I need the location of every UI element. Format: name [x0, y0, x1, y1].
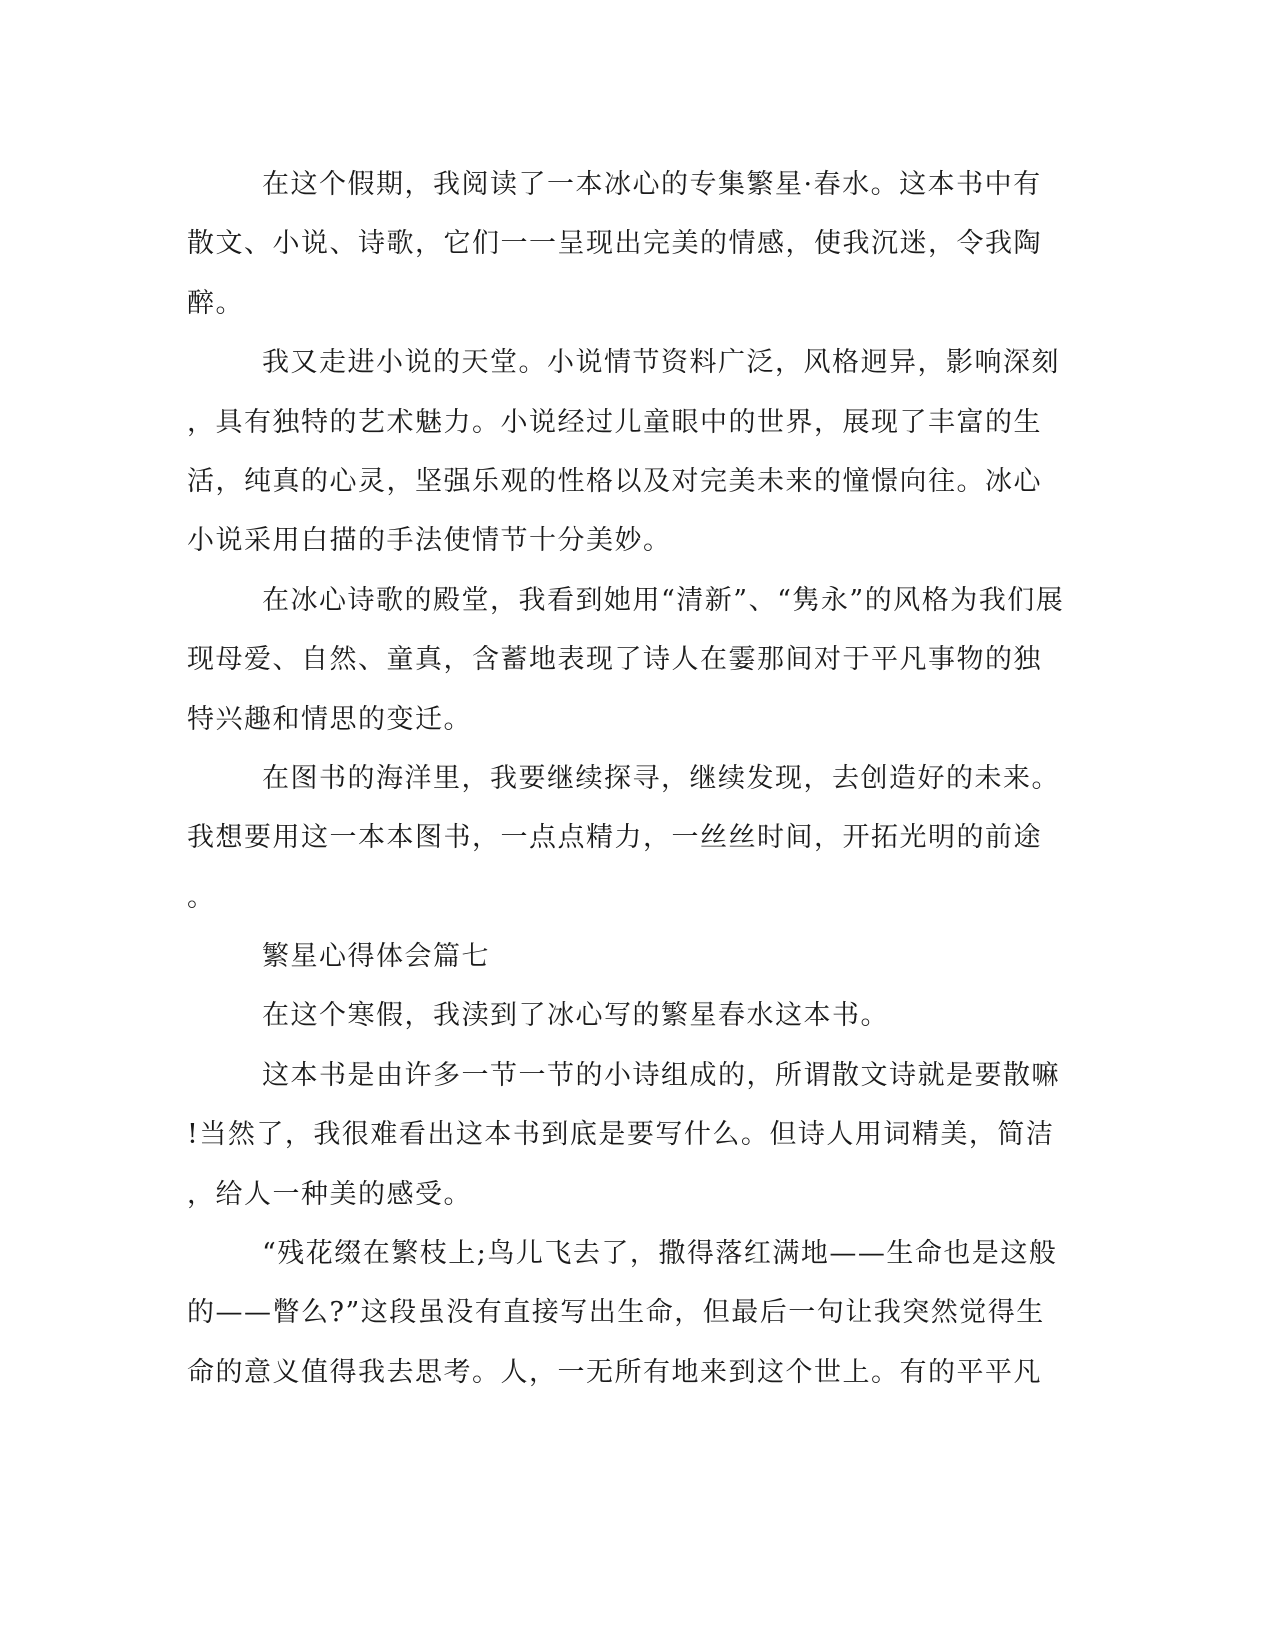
paragraph-line: 在冰心诗歌的殿堂，我看到她用“清新”、“隽永”的风格为我们展: [262, 584, 1065, 616]
document-body: [187, 155, 1077, 1402]
paragraph-line: “残花缀在繁枝上;鸟儿飞去了，撒得落红满地——生命也是这般: [262, 1238, 1058, 1270]
paragraph-line: 在图书的海洋里，我要继续探寻，继续发现，去创造好的未来。: [262, 762, 1060, 794]
paragraph-line: 这本书是由许多一节一节的小诗组成的，所谓散文诗就是要散嘛: [262, 1059, 1060, 1091]
paragraph-line: !当然了，我很难看出这本书到底是要写什么。但诗人用词精美，简洁: [187, 1119, 1055, 1151]
paragraph-line: 在这个寒假，我渎到了冰心写的繁星春水这本书。: [262, 1000, 889, 1032]
paragraph-line: 醉。: [187, 287, 244, 319]
paragraph-line: 散文、小说、诗歌，它们一一呈现出完美的情感，使我沉迷，令我陶: [187, 228, 1042, 260]
section-heading: 繁星心得体会篇七: [262, 941, 490, 973]
paragraph-line: ，具有独特的艺术魅力。小说经过儿童眼中的世界，展现了丰富的生: [187, 406, 1042, 438]
paragraph-line: 我想要用这一本本图书，一点点精力，一丝丝时间，开拓光明的前途: [187, 822, 1042, 854]
paragraph-line: 我又走进小说的天堂。小说情节资料广泛，风格迥异，影响深刻: [262, 347, 1060, 379]
paragraph-line: 活，纯真的心灵，坚强乐观的性格以及对完美未来的憧憬向往。冰心: [187, 465, 1042, 497]
paragraph-line: 特兴趣和情思的变迁。: [187, 703, 472, 735]
paragraph-line: 在这个假期，我阅读了一本冰心的专集繁星·春水。这本书中有: [262, 169, 1042, 200]
paragraph-line: 小说采用白描的手法使情节十分美妙。: [187, 525, 672, 557]
paragraph-line: ，给人一种美的感受。: [187, 1178, 472, 1210]
paragraph-line: 命的意义值得我去思考。人，一无所有地来到这个世上。有的平平凡: [187, 1356, 1042, 1388]
paragraph-line: 现母爱、自然、童真，含蓄地表现了诗人在霎那间对于平凡事物的独: [187, 644, 1042, 676]
paragraph-line: 。: [187, 881, 216, 913]
paragraph-line: 的——瞥么?”这段虽没有直接写出生命，但最后一句让我突然觉得生: [187, 1297, 1045, 1329]
